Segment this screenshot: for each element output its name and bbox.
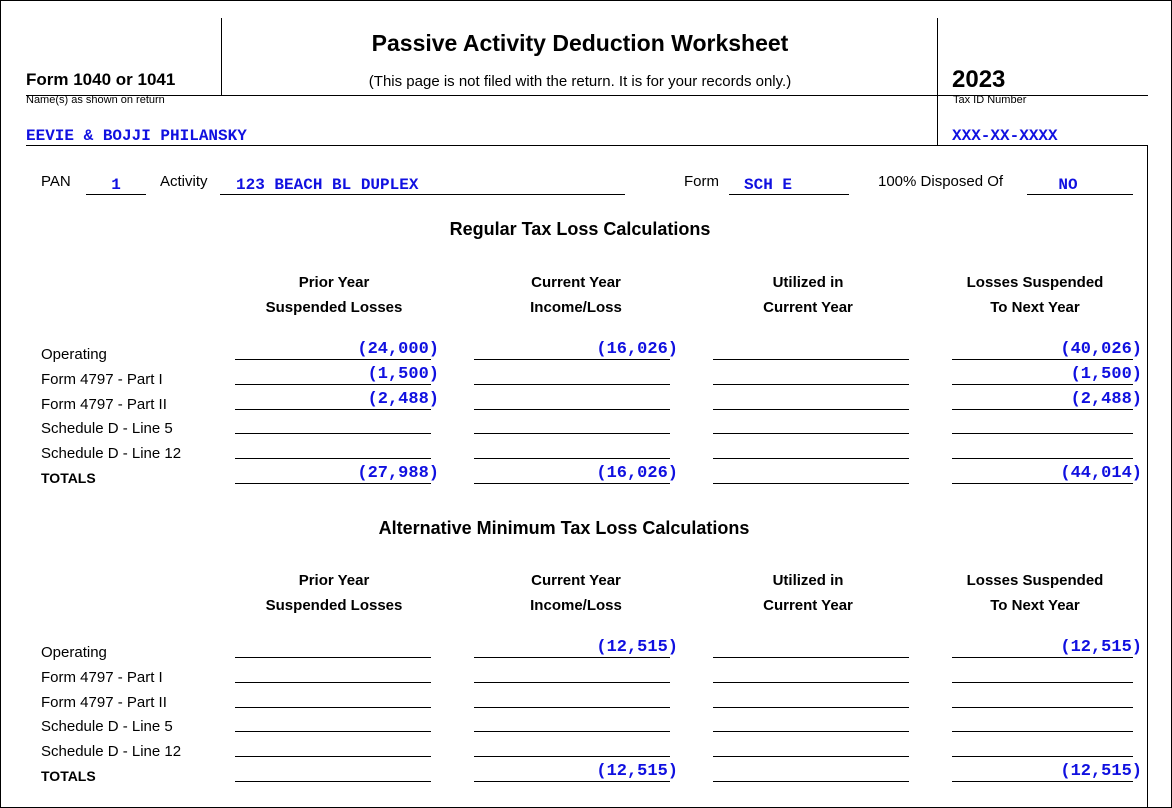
- regular-prior-underline: [235, 458, 431, 459]
- taxid-value[interactable]: XXX-XX-XXXX: [952, 127, 1058, 145]
- amt-section-title: Alternative Minimum Tax Loss Calculations: [378, 518, 750, 538]
- amt-suspended-underline: [952, 731, 1133, 732]
- regular-suspended-cell[interactable]: (44,014): [1060, 464, 1142, 483]
- amt-suspended-cell[interactable]: (12,515): [1060, 638, 1142, 657]
- amt-prior-underline: [235, 781, 431, 782]
- reg-colhead-prior: [234, 270, 434, 320]
- reg-colhead-current-line2: Income/Loss: [530, 299, 622, 316]
- amt-colhead-prior-line2: Suspended Losses: [265, 597, 403, 614]
- amt-suspended-underline: [952, 707, 1133, 708]
- regular-suspended-cell[interactable]: (1,500): [1070, 364, 1142, 384]
- reg-colhead-current: [476, 270, 676, 320]
- names-value[interactable]: EEVIE & BOJJI PHILANSKY: [26, 127, 247, 145]
- amt-current-underline: [474, 781, 670, 782]
- form-label: Form: [684, 173, 719, 190]
- reg-colhead-utilized-line1: Utilized in: [772, 274, 844, 291]
- amt-utilized-underline: [713, 657, 909, 658]
- pan-label: PAN: [41, 173, 71, 190]
- regular-prior-underline: [235, 483, 431, 484]
- amt-current-underline: [474, 731, 670, 732]
- regular-prior-cell[interactable]: (1,500): [367, 364, 439, 384]
- amt-current-underline: [474, 657, 670, 658]
- amt-colhead-suspended: [935, 568, 1135, 618]
- regular-current-underline: [474, 384, 670, 385]
- amt-current-cell[interactable]: (12,515): [596, 638, 678, 657]
- pan-line: [86, 194, 146, 195]
- amt-colhead-utilized-line1: Utilized in: [772, 572, 844, 589]
- regular-prior-cell[interactable]: (24,000): [357, 340, 439, 359]
- amt-row-label: Operating: [41, 644, 107, 661]
- amt-colhead-current-line2: Income/Loss: [530, 597, 622, 614]
- form-value[interactable]: SCH E: [744, 176, 793, 194]
- regular-utilized-underline: [713, 359, 909, 360]
- amt-colhead-suspended-line1: Losses Suspended: [966, 572, 1104, 589]
- regular-prior-cell[interactable]: (2,488): [367, 389, 439, 409]
- regular-current-underline: [474, 433, 670, 434]
- regular-row-label: Form 4797 - Part II: [41, 395, 167, 413]
- regular-utilized-underline: [713, 433, 909, 434]
- regular-utilized-underline: [713, 409, 909, 410]
- tax-year: 2023: [952, 66, 1006, 93]
- disposed-line: [1027, 194, 1133, 195]
- amt-utilized-underline: [713, 682, 909, 683]
- amt-prior-underline: [235, 707, 431, 708]
- pan-value[interactable]: 1: [111, 176, 121, 194]
- amt-row-label: Form 4797 - Part II: [41, 693, 167, 711]
- activity-label: Activity: [160, 173, 208, 190]
- activity-line: [220, 194, 625, 195]
- form-line: [729, 194, 849, 195]
- amt-row-label: Schedule D - Line 5: [41, 718, 173, 736]
- amt-prior-underline: [235, 682, 431, 683]
- reg-colhead-utilized-line2: Current Year: [763, 299, 853, 316]
- page-title: Passive Activity Deduction Worksheet: [371, 30, 789, 56]
- amt-current-underline: [474, 682, 670, 683]
- regular-prior-cell[interactable]: (27,988): [357, 464, 439, 483]
- amt-colhead-prior: [234, 568, 434, 618]
- reg-colhead-suspended-line2: To Next Year: [990, 299, 1080, 316]
- amt-current-underline: [474, 707, 670, 708]
- amt-colhead-utilized-line2: Current Year: [763, 597, 853, 614]
- regular-suspended-underline: [952, 359, 1133, 360]
- reg-colhead-current-line1: Current Year: [531, 274, 621, 291]
- amt-colhead-current-line1: Current Year: [531, 572, 621, 589]
- amt-suspended-underline: [952, 756, 1133, 757]
- amt-utilized-underline: [713, 731, 909, 732]
- amt-prior-underline: [235, 731, 431, 732]
- amt-utilized-underline: [713, 707, 909, 708]
- regular-suspended-underline: [952, 384, 1133, 385]
- regular-current-underline: [474, 483, 670, 484]
- regular-suspended-underline: [952, 433, 1133, 434]
- regular-utilized-underline: [713, 483, 909, 484]
- page-subtitle: (This page is not filed with the return. It is for your records only.): [368, 73, 792, 90]
- amt-suspended-underline: [952, 682, 1133, 683]
- regular-suspended-cell[interactable]: (40,026): [1060, 340, 1142, 359]
- amt-row-label: Schedule D - Line 12: [41, 743, 182, 761]
- amt-utilized-underline: [713, 781, 909, 782]
- taxid-label: Tax ID Number: [953, 94, 1027, 106]
- amt-suspended-underline: [952, 781, 1133, 782]
- amt-colhead-utilized: [708, 568, 908, 618]
- amt-colhead-current: [476, 568, 676, 618]
- regular-current-cell[interactable]: (16,026): [596, 464, 678, 483]
- reg-colhead-prior-line2: Suspended Losses: [265, 299, 403, 316]
- amt-colhead-suspended-line2: To Next Year: [990, 597, 1080, 614]
- amt-utilized-underline: [713, 756, 909, 757]
- regular-suspended-underline: [952, 409, 1133, 410]
- regular-utilized-underline: [713, 458, 909, 459]
- regular-prior-underline: [235, 359, 431, 360]
- amt-row-label: Form 4797 - Part I: [41, 668, 163, 686]
- regular-suspended-cell[interactable]: (2,488): [1070, 389, 1142, 409]
- amt-prior-underline: [235, 657, 431, 658]
- disposed-value[interactable]: NO: [1058, 176, 1078, 194]
- regular-suspended-underline: [952, 458, 1133, 459]
- regular-utilized-underline: [713, 384, 909, 385]
- activity-value[interactable]: 123 BEACH BL DUPLEX: [236, 176, 419, 194]
- regular-row-label: Operating: [41, 346, 107, 363]
- form-name: Form 1040 or 1041: [26, 70, 176, 89]
- regular-row-label: Schedule D - Line 12: [41, 445, 182, 463]
- names-rule: [26, 145, 1148, 146]
- amt-row-label: TOTALS: [41, 768, 96, 784]
- regular-prior-underline: [235, 409, 431, 410]
- regular-prior-underline: [235, 433, 431, 434]
- reg-colhead-suspended-line1: Losses Suspended: [966, 274, 1104, 291]
- regular-row-label: TOTALS: [41, 470, 96, 486]
- amt-current-cell[interactable]: (12,515): [596, 762, 678, 781]
- body-right-border: [1147, 145, 1148, 807]
- reg-colhead-prior-line1: Prior Year: [298, 274, 370, 291]
- regular-current-underline: [474, 409, 670, 410]
- regular-suspended-underline: [952, 483, 1133, 484]
- regular-current-underline: [474, 458, 670, 459]
- regular-current-cell[interactable]: (16,026): [596, 340, 678, 359]
- regular-section-title: Regular Tax Loss Calculations: [449, 219, 711, 239]
- reg-colhead-suspended: [935, 270, 1135, 320]
- regular-prior-underline: [235, 384, 431, 385]
- amt-current-underline: [474, 756, 670, 757]
- amt-suspended-underline: [952, 657, 1133, 658]
- amt-colhead-prior-line1: Prior Year: [298, 572, 370, 589]
- regular-row-label: Form 4797 - Part I: [41, 370, 163, 388]
- amt-prior-underline: [235, 756, 431, 757]
- names-label: Name(s) as shown on return: [26, 94, 165, 106]
- amt-suspended-cell[interactable]: (12,515): [1060, 762, 1142, 781]
- regular-row-label: Schedule D - Line 5: [41, 420, 173, 438]
- reg-colhead-utilized: [708, 270, 908, 320]
- disposed-label: 100% Disposed Of: [878, 173, 1004, 190]
- regular-current-underline: [474, 359, 670, 360]
